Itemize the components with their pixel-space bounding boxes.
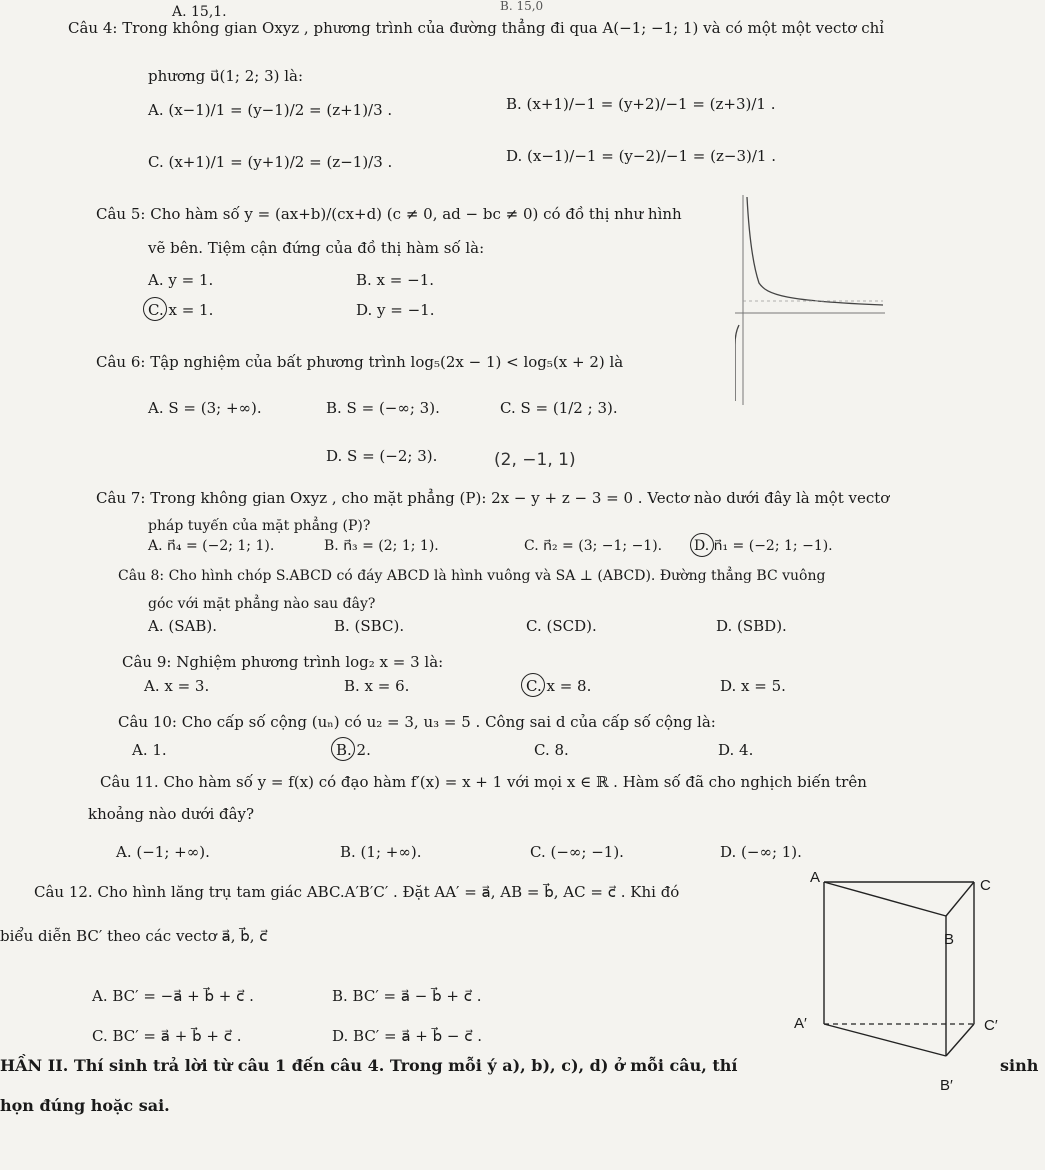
q10-option-b[interactable]: B. 2. <box>336 741 371 759</box>
q11-stem-2: khoảng nào dưới đây? <box>88 805 255 823</box>
q9-option-b[interactable]: B. x = 6. <box>344 677 410 695</box>
q9-option-c[interactable]: C. x = 8. <box>526 677 592 695</box>
part2-heading-end: sinh <box>1000 1056 1039 1075</box>
q10-stem: Câu 10: Cho cấp số cộng (uₙ) có u₂ = 3, u₃ = 5 . Công sai d của cấp số cộng là: <box>118 713 716 731</box>
q9-option-d[interactable]: D. x = 5. <box>720 677 786 695</box>
prism-label-a: A <box>810 869 821 886</box>
q8-option-b[interactable]: B. (SBC). <box>334 617 405 635</box>
q9-stem: Câu 9: Nghiệm phương trình log₂ x = 3 là: <box>122 653 444 671</box>
q4-stem: Câu 4: Trong không gian Oxyz , phương trình của đường thẳng đi qua A(−1; −1; 1) và có một một vectơ chỉ <box>68 19 885 37</box>
q7-option-a[interactable]: A. n⃗₄ = (−2; 1; 1). <box>148 538 275 554</box>
q6-option-b[interactable]: B. S = (−∞; 3). <box>326 399 440 417</box>
q10-option-d[interactable]: D. 4. <box>718 741 754 759</box>
prism-label-c: C <box>980 877 991 894</box>
prev-option-b: B. 15,0 <box>500 0 544 13</box>
q12-option-d[interactable]: D. BC′ = a⃗ + b⃗ − c⃗ . <box>332 1027 483 1045</box>
q12-stem-2: biểu diễn BC′ theo các vectơ a⃗, b⃗, c⃗ <box>0 927 268 945</box>
q11-option-b[interactable]: B. (1; +∞). <box>340 843 422 861</box>
q11-option-a[interactable]: A. (−1; +∞). <box>116 843 210 861</box>
q8-option-d[interactable]: D. (SBD). <box>716 617 787 635</box>
prism-figure <box>808 868 1008 1068</box>
q5-stem-2: vẽ bên. Tiệm cận đứng của đồ thị hàm số là: <box>148 239 485 257</box>
q11-stem: Câu 11. Cho hàm số y = f(x) có đạo hàm f′(x) = x + 1 với mọi x ∈ ℝ . Hàm số đã cho nghịch biến trên <box>100 773 867 791</box>
q6-stem: Câu 6: Tập nghiệm của bất phương trình log₅(2x − 1) < log₅(x + 2) là <box>96 353 624 371</box>
q12-option-b[interactable]: B. BC′ = a⃗ − b⃗ + c⃗ . <box>332 987 482 1005</box>
q5-stem: Câu 5: Cho hàm số y = (ax+b)/(cx+d) (c ≠ 0, ad − bc ≠ 0) có đồ thị như hình <box>96 205 682 223</box>
q11-option-d[interactable]: D. (−∞; 1). <box>720 843 802 861</box>
answer-circle-q10 <box>331 737 355 761</box>
q8-option-c[interactable]: C. (SCD). <box>526 617 597 635</box>
q5-function-graph <box>735 195 885 405</box>
q5-option-a[interactable]: A. y = 1. <box>148 271 214 289</box>
answer-circle-q7 <box>690 533 714 557</box>
q11-option-c[interactable]: C. (−∞; −1). <box>530 843 624 861</box>
q6-option-d[interactable]: D. S = (−2; 3). <box>326 447 438 465</box>
q4-option-d[interactable]: D. (x−1)/−1 = (y−2)/−1 = (z−3)/1 . <box>506 147 776 165</box>
prism-label-c-prime: C′ <box>984 1017 998 1034</box>
q4-option-c[interactable]: C. (x+1)/1 = (y+1)/2 = (z−1)/3 . <box>148 153 393 171</box>
q12-stem: Câu 12. Cho hình lăng trụ tam giác ABC.A′B′C′ . Đặt AA′ = a⃗, AB = b⃗, AC = c⃗ . Khi đó <box>34 883 680 901</box>
q9-option-a[interactable]: A. x = 3. <box>144 677 210 695</box>
q4-stem-2: phương u⃗(1; 2; 3) là: <box>148 67 304 85</box>
prism-label-b: B <box>944 931 955 948</box>
q5-option-d: D. y = −1. <box>356 301 435 319</box>
prism-label-a-prime: A′ <box>794 1015 807 1032</box>
q10-option-a[interactable]: A. 1. <box>132 741 167 759</box>
prev-option-a: A. 15,1. <box>172 4 227 20</box>
q5-option-c[interactable]: C. x = 1. <box>148 301 214 319</box>
q4-option-a[interactable]: A. (x−1)/1 = (y−1)/2 = (z+1)/3 . <box>148 101 393 119</box>
q7-stem-2: pháp tuyến của mặt phẳng (P)? <box>148 518 371 534</box>
q8-option-a[interactable]: A. (SAB). <box>148 617 217 635</box>
q8-stem-2: góc với mặt phẳng nào sau đây? <box>148 596 376 612</box>
q12-option-a[interactable]: A. BC′ = −a⃗ + b⃗ + c⃗ . <box>92 987 254 1005</box>
q7-option-d[interactable]: D. n⃗₁ = (−2; 1; −1). <box>694 538 833 554</box>
q7-option-b[interactable]: B. n⃗₃ = (2; 1; 1). <box>324 538 439 554</box>
part2-heading-2: họn đúng hoặc sai. <box>0 1096 170 1115</box>
answer-circle-q5 <box>143 297 167 321</box>
answer-circle-q9 <box>521 673 545 697</box>
q6-option-c[interactable]: C. S = (1/2 ; 3). <box>500 399 618 417</box>
prism-label-b-prime: B′ <box>940 1077 953 1094</box>
handwritten-note: (2, −1, 1) <box>494 450 576 470</box>
q6-option-a[interactable]: A. S = (3; +∞). <box>148 399 262 417</box>
q7-option-c[interactable]: C. n⃗₂ = (3; −1; −1). <box>524 538 663 554</box>
q8-stem: Câu 8: Cho hình chóp S.ABCD có đáy ABCD là hình vuông và SA ⊥ (ABCD). Đường thẳng BC vuông <box>118 568 826 584</box>
q4-option-b[interactable]: B. (x+1)/−1 = (y+2)/−1 = (z+3)/1 . <box>506 95 776 113</box>
part2-heading: HẦN II. Thí sinh trả lời từ câu 1 đến câu 4. Trong mỗi ý a), b), c), d) ở mỗi câu, thí <box>0 1056 738 1075</box>
q10-option-c[interactable]: C. 8. <box>534 741 569 759</box>
q5-option-b[interactable]: B. x = −1. <box>356 271 435 289</box>
q7-stem: Câu 7: Trong không gian Oxyz , cho mặt phẳng (P): 2x − y + z − 3 = 0 . Vectơ nào dưới đây là một vectơ <box>96 489 890 507</box>
q12-option-c[interactable]: C. BC′ = a⃗ + b⃗ + c⃗ . <box>92 1027 242 1045</box>
